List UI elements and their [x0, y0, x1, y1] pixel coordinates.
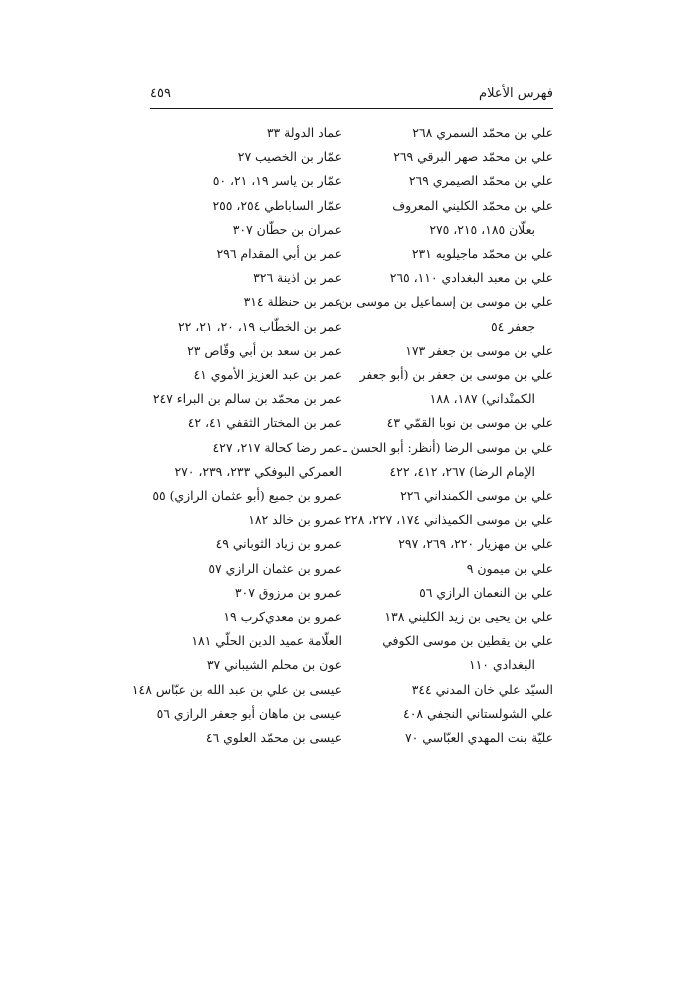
index-entry: عمرو بن جميع (أبو عثمان الرازي) ٥٥: [152, 488, 342, 504]
index-entry: عمر بن المختار الثقفي ٤١، ٤٢: [187, 415, 342, 431]
index-entry: علي بن ميمون ٩: [466, 560, 553, 576]
index-entry: عمّار بن ياسر ١٩، ٢١، ٥٠: [212, 173, 342, 189]
index-entry: عمر بن عبد العزيز الأموي ٤١: [193, 367, 342, 383]
index-entry: عمّار الساباطي ٢٥٤، ٢٥٥: [212, 197, 342, 213]
index-entry: عمرو بن عثمان الرازي ٥٧: [208, 560, 342, 576]
index-entry: عمر بن حنظلة ٣١٤: [243, 294, 342, 310]
index-entry: عيسى بن محمّد العلوي ٤٦: [205, 730, 342, 746]
page-header: [150, 86, 553, 109]
index-entry: عمر بن الخطّاب ١٩، ٢٠، ٢١، ٢٢: [177, 318, 342, 334]
index-column-left: [131, 121, 342, 750]
index-entry: عيسى بن ماهان أبو جعفر الرازي ٥٦: [156, 705, 342, 721]
index-entry: عمرو بن مرزوق ٣٠٧: [234, 584, 342, 600]
index-entry: علي بن يقطين بن موسى الكوفي: [382, 633, 553, 649]
index-entry: عمر رضا كحالة ٢١٧، ٤٢٧: [212, 439, 342, 455]
index-entry: علي بن موسى بن نوبا القمّي ٤٣: [386, 415, 553, 431]
index-entry: علي بن موسى بن جعفر بن (أبو جعفر: [359, 367, 553, 383]
index-entry: علي بن محمّد صهر البرقي ٢٦٩: [393, 149, 553, 165]
index-entry: علي بن مهزيار ٢٢٠، ٢٦٩، ٢٩٧: [398, 536, 553, 552]
index-entry: علي بن محمّد ماجيلويه ٢٣١: [411, 246, 553, 262]
index-entry-continuation: الإمام الرضا) ٢٦٧، ٤١٢، ٤٢٢: [389, 463, 535, 479]
index-entry: عيسى بن علي بن عبد الله بن عبّاس ١٤٨: [131, 681, 342, 697]
index-column-right: [339, 121, 553, 750]
index-entry: علي بن محمّد الكليني المعروف: [392, 197, 553, 213]
index-entry: عمر بن اذينة ٣٢٦: [253, 270, 342, 286]
index-entry: العمركي البوفكي ٢٣٣، ٢٣٩، ٢٧٠: [174, 463, 342, 479]
index-entry: عون بن محلم الشيباني ٣٧: [206, 657, 342, 673]
index-entry: علي بن معبد البغدادي ١١٠، ٢٦٥: [389, 270, 553, 286]
index-entry: علي بن محمّد الصيمري ٢٦٩: [408, 173, 553, 189]
index-entry: علي بن موسى بن جعفر ١٧٣: [405, 342, 553, 358]
index-entry: عماد الدولة ٣٣: [266, 125, 342, 140]
running-title: فهرس الأعلام: [479, 86, 553, 101]
index-entry: علي بن موسى الكمنداني ٢٢٦: [400, 488, 553, 504]
index-entry: علي بن محمّد السمري ٢٦٨: [412, 125, 553, 140]
index-entry: عمرو بن معدي‌كرب ١٩: [223, 609, 342, 625]
index-entry: العلّامة عميد الدين الحلّي ١٨١: [191, 633, 342, 649]
index-entry: عمران بن حطّان ٣٠٧: [232, 221, 342, 237]
index-entry: علي بن النعمان الرازي ٥٦: [419, 584, 553, 600]
index-entry: عمّار بن الخصيب ٢٧: [237, 149, 342, 165]
index-entry: علي بن يحيى بن زيد الكليني ١٣٨: [384, 609, 553, 625]
page-number: ٤٥٩: [150, 86, 171, 101]
index-entry-continuation: الكمنْداني) ١٨٧، ١٨٨: [429, 391, 535, 407]
index-entry: علي بن موسى بن إسماعيل بن موسى بن: [339, 294, 553, 310]
index-entry-continuation: بعلّان ١٨٥، ٢١٥، ٢٧٥: [429, 221, 535, 237]
index-entry: عمر بن محمّد بن سالم بن البراء ٢٤٧: [152, 391, 342, 407]
index-entry: عليّة بنت المهدي العبّاسي ٧٠: [404, 730, 553, 746]
index-entry: عمرو بن خالد ١٨٢: [248, 512, 342, 528]
index-entry: علي بن موسى الرضا (أنظر: أبو الحسن ـ: [343, 439, 553, 455]
index-entry-continuation: البغدادي ١١٠: [468, 657, 535, 673]
index-entry: عمر بن أبي المقدام ٢٩٦: [216, 246, 342, 262]
index-entry-continuation: جعفر ٥٤: [491, 318, 535, 334]
index-entry: عمرو بن زياد الثوباني ٤٩: [215, 536, 342, 552]
index-entry: عمر بن سعد بن أبي وقّاص ٢٣: [187, 342, 342, 358]
index-entry: علي الشولستاني النجفي ٤٠٨: [403, 705, 553, 721]
index-entry: السيّد علي خان المدني ٣٤٤: [411, 681, 553, 697]
index-entry: علي بن موسى الكميذاني ١٧٤، ٢٢٧، ٢٢٨: [344, 512, 553, 528]
